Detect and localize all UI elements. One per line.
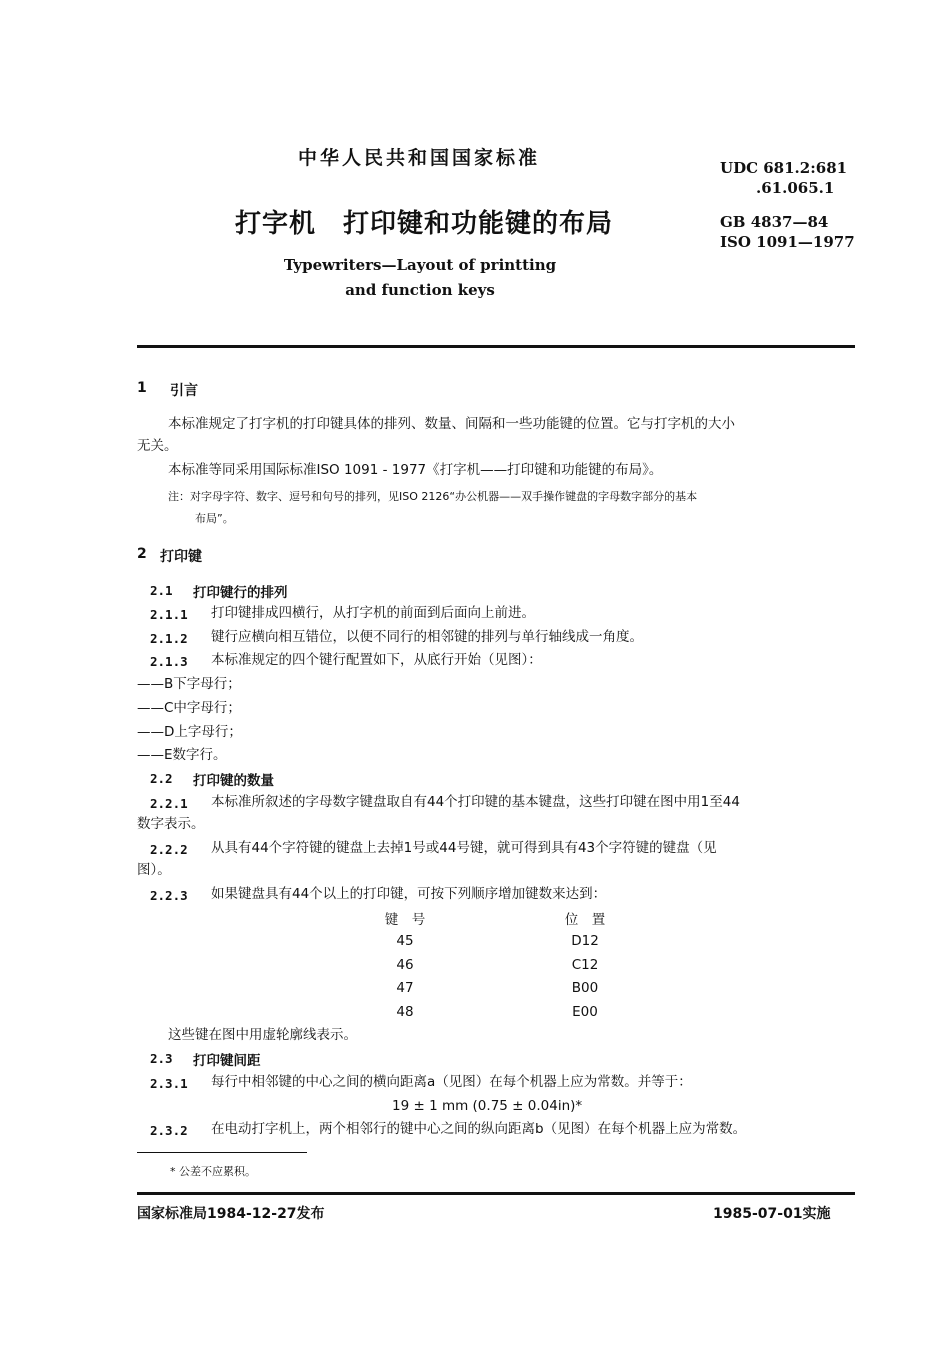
table-header-position: 位 置 — [564, 912, 606, 928]
page-title: 打字机 打印键和功能键的布局 — [235, 209, 614, 239]
table-cell-position: B00 — [571, 980, 599, 996]
clause-2-3-1-number: 2.3.1 — [150, 1076, 188, 1091]
clause-2-3-title: 打印键间距 — [193, 1053, 261, 1069]
clause-2-1-2-text: 键行应横向相互错位，以便不同行的相邻键的排列与单行轴线成一角度。 — [211, 629, 643, 645]
table-caption: 这些键在图中用虚轮廓线表示。 — [168, 1027, 357, 1043]
english-title-line-2: and function keys — [345, 281, 495, 299]
clause-2-2-1-text-line-2: 数字表示。 — [137, 816, 205, 832]
table-cell-key: 45 — [396, 933, 414, 949]
header-divider — [137, 345, 855, 348]
clause-2-1-1-text: 打印键排成四横行，从打字机的前面到后面向上前进。 — [211, 605, 535, 621]
table-cell-position: C12 — [571, 957, 599, 973]
row-list-item: ——C中字母行； — [137, 700, 241, 716]
clause-2-3-1-text: 每行中相邻键的中心之间的横向距离a（见图）在每个机器上应为常数。并等于： — [211, 1074, 692, 1090]
section-1-number: 1 — [137, 380, 147, 396]
clause-2-1-title: 打印键行的排列 — [193, 585, 288, 601]
footnote: * 公差不应累积。 — [170, 1165, 256, 1178]
footnote-divider — [137, 1152, 307, 1153]
table-cell-position: E00 — [572, 1004, 598, 1020]
clause-2-1-number: 2.1 — [150, 583, 173, 598]
udc-code: UDC 681.2:681 — [720, 159, 848, 177]
table-cell-position: D12 — [571, 933, 599, 949]
clause-2-2-1-text-line-1: 本标准所叙述的字母数字键盘取自有44个打印键的基本键盘，这些打印键在图中用1至44 — [211, 794, 740, 810]
english-title-line-1: Typewriters—Layout of printting — [283, 256, 557, 274]
section-1-title: 引言 — [170, 383, 198, 399]
implementation-info: 1985-07-01实施 — [713, 1206, 831, 1222]
clause-2-2-3-text: 如果键盘具有44个以上的打印键，可按下列顺序增加键数来达到： — [211, 886, 607, 902]
section-2-title: 打印键 — [160, 549, 202, 565]
iso-code: ISO 1091—1977 — [720, 233, 855, 251]
clause-2-1-1-number: 2.1.1 — [150, 607, 188, 622]
table-cell-key: 48 — [396, 1004, 414, 1020]
clause-2-3-1-formula: 19 ± 1 mm (0.75 ± 0.04in)* — [392, 1098, 583, 1114]
table-header-key: 键 号 — [384, 912, 426, 928]
issue-info: 国家标准局1984-12-27发布 — [137, 1206, 325, 1222]
row-list-item: ——E数字行。 — [137, 747, 227, 763]
clause-2-2-number: 2.2 — [150, 771, 173, 786]
row-list-item: ——D上字母行； — [137, 724, 242, 740]
section-1-note-line-2: 布局”。 — [195, 512, 234, 525]
clause-2-1-2-number: 2.1.2 — [150, 631, 188, 646]
clause-2-2-3-number: 2.2.3 — [150, 888, 188, 903]
udc-code-continued: .61.065.1 — [756, 179, 835, 197]
row-list-item: ——B下字母行； — [137, 676, 241, 692]
section-1-para-1-line-2: 无关。 — [137, 438, 178, 454]
clause-2-1-3-text: 本标准规定的四个键行配置如下，从底行开始（见图）： — [211, 652, 542, 668]
clause-2-3-2-text: 在电动打字机上，两个相邻行的键中心之间的纵向距离b（见图）在每个机器上应为常数。 — [211, 1121, 747, 1137]
section-1-note-line-1: 注：对字母字符、数字、逗号和句号的排列，见ISO 2126“办公机器——双手操作键盘的字母数字部分的基本 — [168, 490, 698, 503]
section-1-para-2: 本标准等同采用国际标准ISO 1091 - 1977《打字机——打印键和功能键的布局》。 — [168, 462, 663, 478]
clause-2-2-2-text-line-2: 图）。 — [137, 862, 171, 878]
clause-2-2-2-text-line-1: 从具有44个字符键的键盘上去掉1号或44号键，就可得到具有43个字符键的键盘（见 — [211, 840, 717, 856]
table-cell-key: 46 — [396, 957, 414, 973]
section-2-number: 2 — [137, 546, 147, 562]
table-cell-key: 47 — [396, 980, 414, 996]
clause-2-2-2-number: 2.2.2 — [150, 842, 188, 857]
clause-2-1-3-number: 2.1.3 — [150, 654, 188, 669]
gb-code: GB 4837—84 — [720, 213, 829, 231]
footer-divider — [137, 1192, 855, 1195]
clause-2-2-title: 打印键的数量 — [193, 773, 274, 789]
clause-2-2-1-number: 2.2.1 — [150, 796, 188, 811]
standard-category: 中华人民共和国国家标准 — [298, 147, 541, 169]
clause-2-3-2-number: 2.3.2 — [150, 1123, 188, 1138]
clause-2-3-number: 2.3 — [150, 1051, 173, 1066]
section-1-para-1-line-1: 本标准规定了打字机的打印键具体的排列、数量、间隔和一些功能键的位置。它与打字机的大小 — [168, 416, 735, 432]
